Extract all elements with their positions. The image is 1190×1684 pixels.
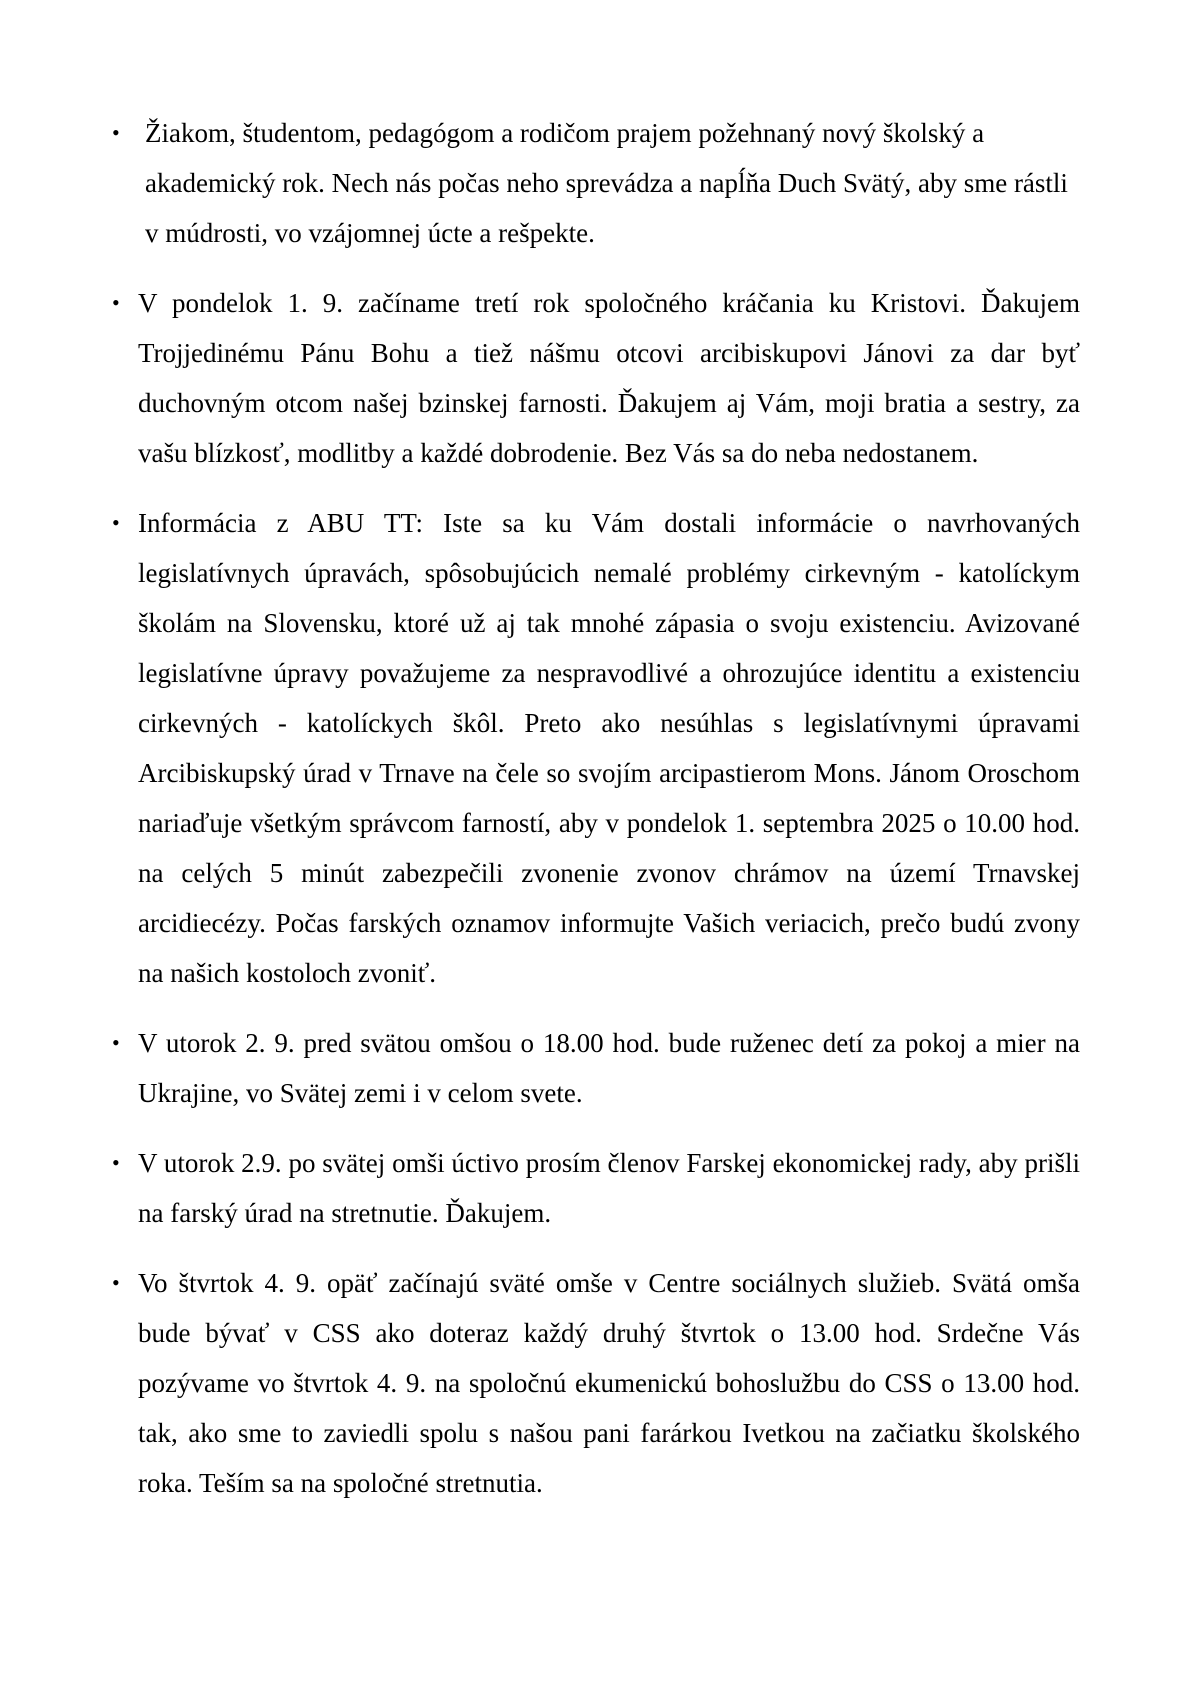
announcement-text: V pondelok 1. 9. začíname tretí rok spoločného kráčania ku Kristovi. Ďakujem Trojjedinému Pánu Bohu a tiež nášmu otcovi arcibiskupovi Jánovi za dar byť duchovným otcom našej bzinskej farnosti. Ďakujem aj Vám, moji bratia a sestry, za vašu blízkosť, modlitby a každé dobrodenie. Bez Vás sa do neba nedostanem. — [138, 288, 1080, 468]
announcement-text: Informácia z ABU TT: Iste sa ku Vám dostali informácie o navrhovaných legislatívnych úpravách, spôsobujúcich nemalé problémy cirkevným - katolíckym školám na Slovensku, ktoré už aj tak mnohé zápasia o svoju existenciu. Avizované legislatívne úpravy považujeme za nespravodlivé a ohrozujúce identitu a existenciu cirkevných - katolíckych škôl. Preto ako nesúhlas s legislatívnymi úpravami Arcibiskupský úrad v Trnave na čele so svojím arcipastierom Mons. Jánom Oroschom nariaďuje všetkým správcom farností, aby v pondelok 1. septembra 2025 o 10.00 hod. na celých 5 minút zabezpečili zvonenie zvonov chrámov na území Trnavskej arcidiecézy. Počas farských oznamov informujte Vašich veriacich, prečo budú zvony na našich kostoloch zvoniť. — [138, 508, 1080, 988]
bullet-icon: • — [112, 120, 120, 145]
announcement-text: Žiakom, študentom, pedagógom a rodičom prajem požehnaný nový školský a akademický rok. Nech nás počas neho sprevádza a napĺňa Duch Svätý, aby sme rástli v múdrosti, vo vzájomnej úcte a rešpekte. — [145, 118, 1068, 248]
bullet-icon: • — [112, 510, 120, 535]
announcement-item — [112, 278, 1080, 478]
announcement-item — [112, 1138, 1080, 1238]
announcement-item — [112, 1258, 1080, 1508]
bullet-icon: • — [112, 290, 120, 315]
announcement-item — [112, 108, 1080, 258]
announcement-item — [112, 1018, 1080, 1118]
bullet-icon: • — [112, 1150, 120, 1175]
bullet-icon: • — [112, 1030, 120, 1055]
announcement-list — [112, 108, 1080, 1528]
announcement-item — [112, 498, 1080, 998]
announcement-text: V utorok 2. 9. pred svätou omšou o 18.00 hod. bude ruženec detí za pokoj a mier na Ukrajine, vo Svätej zemi i v celom svete. — [138, 1028, 1080, 1108]
announcement-text: V utorok 2.9. po svätej omši úctivo prosím členov Farskej ekonomickej rady, aby prišli na farský úrad na stretnutie. Ďakujem. — [138, 1148, 1080, 1228]
announcement-text: Vo štvrtok 4. 9. opäť začínajú sväté omše v Centre sociálnych služieb. Svätá omša bude bývať v CSS ako doteraz každý druhý štvrtok o 13.00 hod. Srdečne Vás pozývame vo štvrtok 4. 9. na spoločnú ekumenickú bohoslužbu do CSS o 13.00 hod. tak, ako sme to zaviedli spolu s našou pani farárkou Ivetkou na začiatku školského roka. Teším sa na spoločné stretnutia. — [138, 1268, 1080, 1498]
bullet-icon: • — [112, 1270, 120, 1295]
